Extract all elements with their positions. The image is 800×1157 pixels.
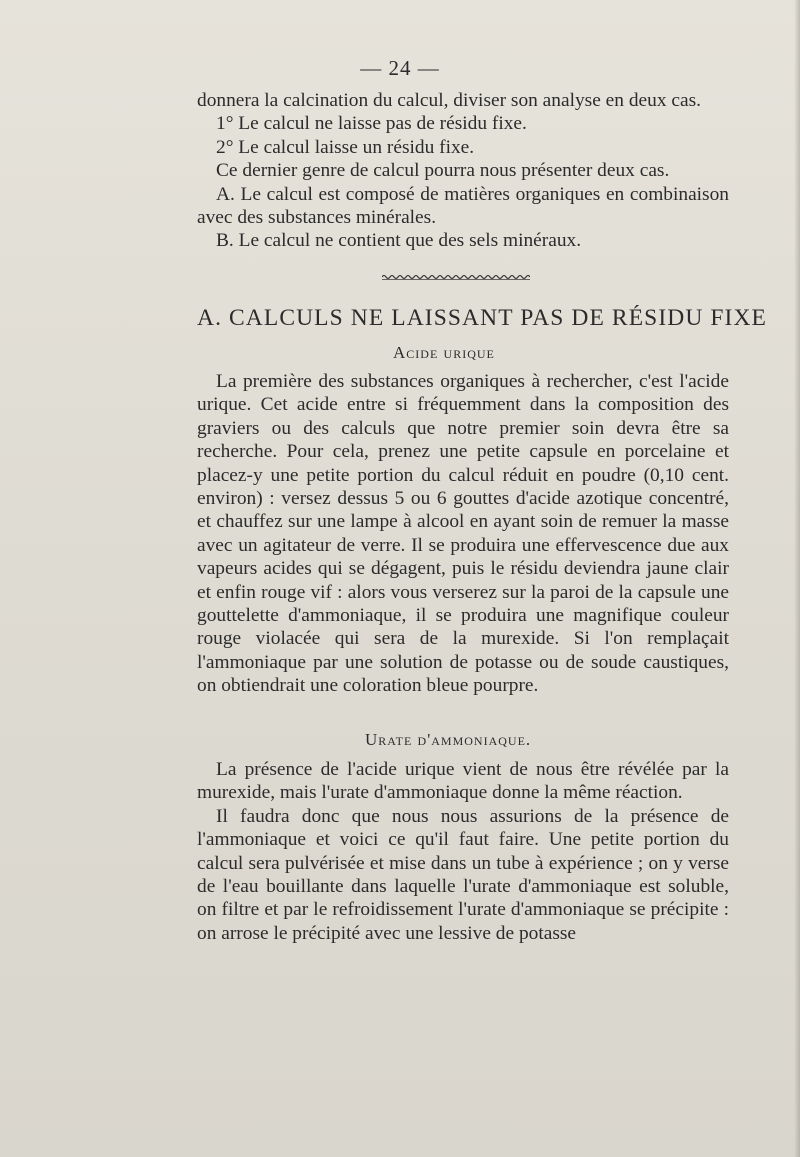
acide-urique-text	[197, 370, 729, 698]
intro-line: donnera la calcination du calcul, diviser son analyse en deux cas.	[197, 90, 701, 111]
intro-text	[197, 89, 729, 253]
subheading-urate-ammoniaque: Urate d'ammoniaque.	[365, 730, 532, 749]
urate-text	[197, 758, 729, 945]
intro-line: B. Le calcul ne contient que des sels minéraux.	[216, 230, 582, 252]
intro-line: 1° Le calcul ne laisse pas de résidu fixe.	[216, 113, 527, 135]
subheading-acide-urique: Acide urique	[393, 343, 495, 362]
paragraph: La présence de l'acide urique vient de nous être révélée par la murexide, mais l'urate d'ammoniaque donne la même réaction.	[197, 759, 729, 804]
intro-line: Ce dernier genre de calcul pourra nous présenter deux cas.	[216, 160, 670, 182]
page-number: — 24 —	[360, 56, 440, 80]
intro-line: A. Le calcul est composé de matières organiques en combinaison avec des substances minérales.	[197, 183, 729, 229]
wavy-divider-ornament	[382, 272, 530, 282]
section-title: A. CALCULS NE LAISSANT PAS DE RÉSIDU FIXE	[197, 305, 767, 331]
paragraph: La première des substances organiques à rechercher, c'est l'acide urique. Cet acide entre si fréquemment dans la composition des graviers ou des calculs que notre premier soin devra être sa recherche. Pour cela, prenez une petite capsule en porcelaine et placez-y une petite portion du calcul réduit en poudre (0,10 cent. environ) : versez dessus 5 ou 6 gouttes d'acide azotique concentré, et chauffez sur une lampe à alcool en ayant soin de remuer la masse avec un agitateur de verre. Il se produira une effervescence due aux vapeurs acides qui se dégagent, puis le résidu deviendra jaune clair et enfin rouge vif : alors vous verserez sur la paroi de la capsule une gouttelette d'ammoniaque, il se produira une magnifique couleur rouge violacée qui sera de la murexide. Si l'on remplaçait l'ammoniaque par une solution de potasse ou de soude caustiques, on obtiendrait une coloration bleue pourpre.	[197, 371, 729, 697]
paragraph: Il faudra donc que nous nous assurions de la présence de l'ammoniaque et voici ce qu'il faut faire. Une petite portion du calcul sera pulvérisée et mise dans un tube à expérience ; on y verse de l'eau bouillante dans laquelle l'urate d'ammoniaque est soluble, on filtre et par le refroidissement l'urate d'ammoniaque se précipite : on arrose le précipité avec une lessive de potasse	[197, 805, 729, 944]
intro-line: 2° Le calcul laisse un résidu fixe.	[216, 136, 475, 158]
